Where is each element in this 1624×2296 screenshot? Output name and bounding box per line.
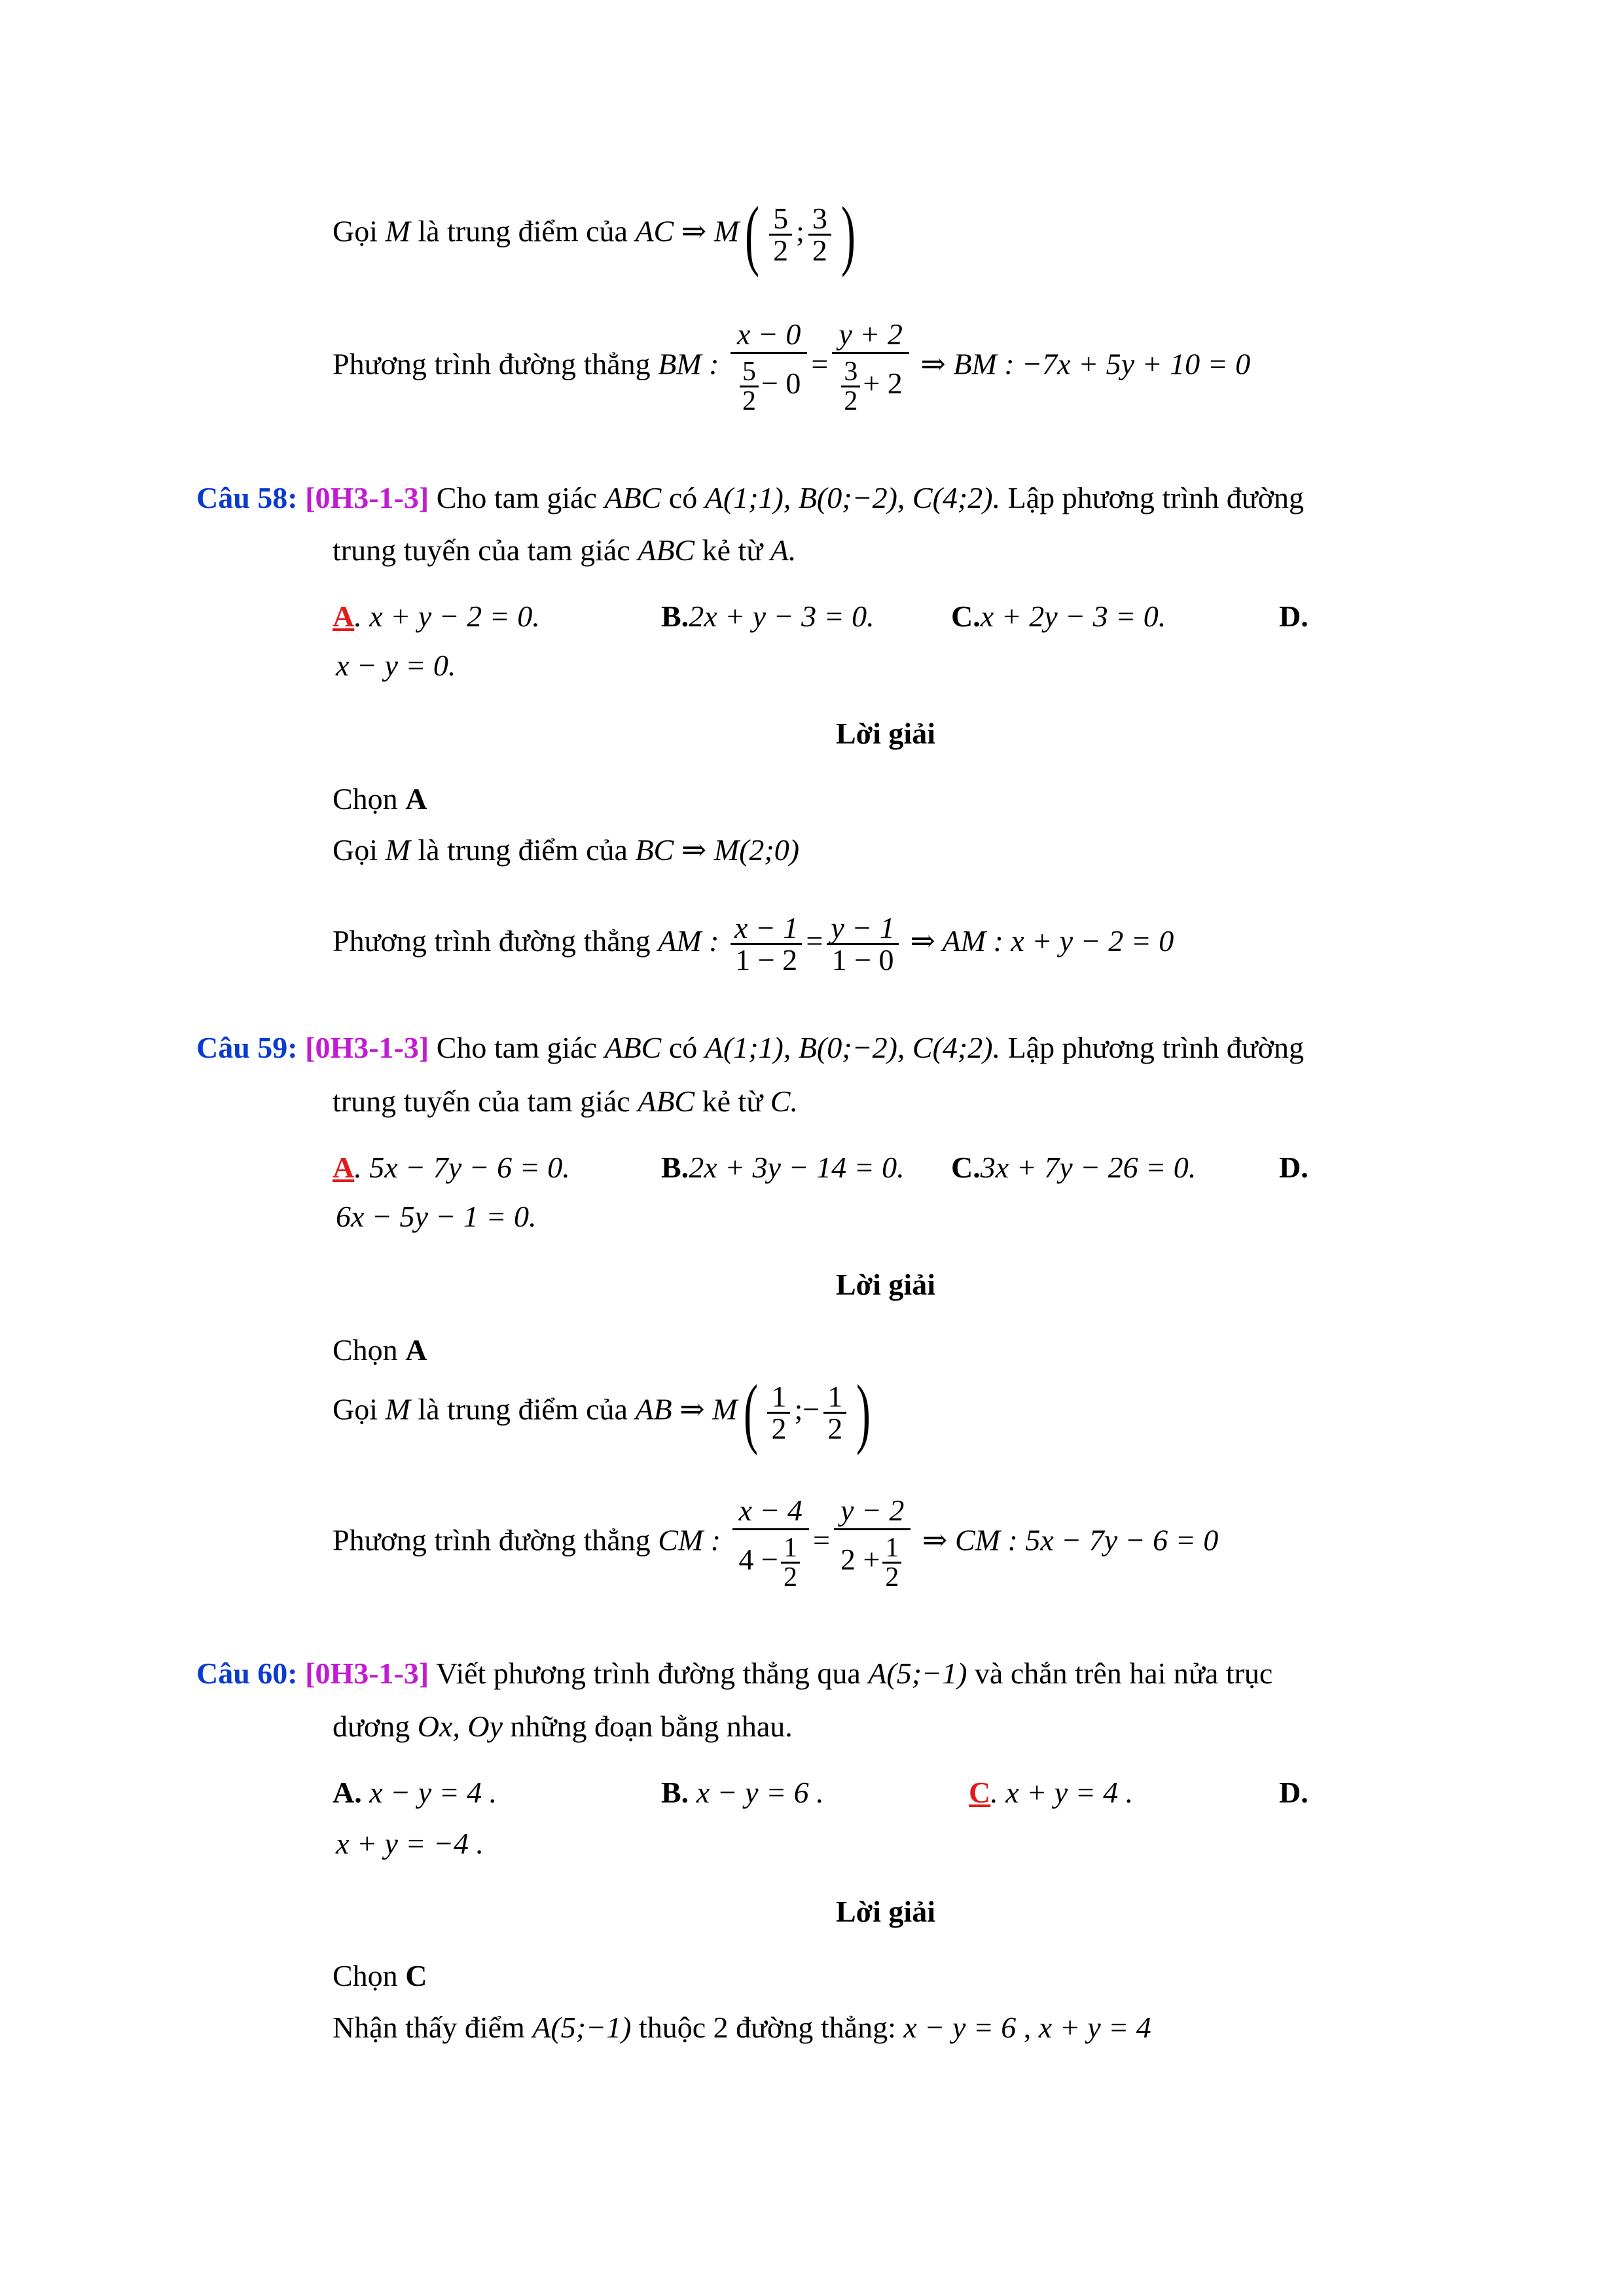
question-58-stem-line2: trung tuyến của tam giác ABC kẻ từ A. (333, 533, 797, 567)
q60-option-c[interactable]: C. x + y = 4 . (969, 1776, 1134, 1809)
q59-option-d-label[interactable]: D. (1279, 1151, 1308, 1184)
fraction: $\frac{x - 1}{1 - 2}$ (731, 913, 802, 975)
q60-option-b[interactable]: B. x − y = 6 . (661, 1776, 824, 1809)
q60-option-d-label[interactable]: D. (1279, 1776, 1308, 1809)
q58-option-b[interactable]: B.2x + y − 3 = 0. (661, 600, 875, 633)
fraction: y − 2 2 + $\frac{1}{2}$ (834, 1496, 911, 1591)
q59-option-a[interactable]: A. 5x − 7y − 6 = 0. (333, 1151, 570, 1184)
fraction: $\frac{1}{2}$ (823, 1382, 846, 1444)
q58-midpoint: Gọi M là trung điểm của BC ⇒ M(2;0) (333, 833, 800, 867)
q59-option-d[interactable]: 6x − 5y − 1 = 0. (336, 1200, 537, 1233)
intro-line-equation: Phương trình đường thẳng BM : x − 0 $\frac{5}{2}$ − 0 = y + 2 $\frac{3}{2}$ + 2 ⇒ BM : −7x + 5y + 10 = 0 (333, 317, 1251, 416)
q60-solution-heading: Lời giải (836, 1895, 935, 1928)
q58-choice: Chọn A (333, 782, 427, 816)
fraction: x − 4 4 − $\frac{1}{2}$ (732, 1496, 809, 1591)
question-59-stem-line2: trung tuyến của tam giác ABC kẻ từ C. (333, 1085, 798, 1118)
question-59-stem: Câu 59: [0H3-1-3] Cho tam giác ABC có A(1;1), B(0;−2), C(4;2). Lập phương trình đường (196, 1031, 1304, 1064)
fraction: x − 0 $\frac{5}{2}$ − 0 (731, 319, 807, 415)
question-58-stem: Câu 58: [0H3-1-3] Cho tam giác ABC có A(1;1), B(0;−2), C(4;2). Lập phương trình đường (196, 481, 1304, 514)
fraction: $\frac{5}{2}$ (769, 204, 792, 266)
question-60-stem: Câu 60: [0H3-1-3] Viết phương trình đường thẳng qua A(5;−1) và chắn trên hai nửa trục (196, 1657, 1273, 1690)
intro-midpoint-line: Gọi M là trung điểm của AC ⇒ M( $\frac{5}{2}$ ; $\frac{3}{2}$ ) (333, 190, 856, 278)
question-60-stem-line2: dương Ox, Oy những đoạn bằng nhau. (333, 1710, 793, 1743)
q59-solution-heading: Lời giải (836, 1268, 935, 1301)
q59-choice: Chọn A (333, 1333, 427, 1367)
q58-option-d-label[interactable]: D. (1279, 600, 1308, 633)
q59-midpoint: Gọi M là trung điểm của AB ⇒ M( $\frac{1}{2}$ ;− $\frac{1}{2}$ ) (333, 1369, 871, 1456)
q60-option-a[interactable]: A. x − y = 4 . (333, 1776, 497, 1809)
fraction: $\frac{1}{2}$ (767, 1382, 790, 1444)
q60-choice: Chọn C (333, 1959, 427, 1992)
q59-line-equation: Phương trình đường thẳng CM : x − 4 4 − $\frac{1}{2}$ = y − 2 2 + $\frac{1}{2}$ ⇒ CM : 5x − 7y − 6 = 0 (333, 1494, 1219, 1592)
q58-line-equation: Phương trình đường thẳng AM : $\frac{x - 1}{1 - 2}$ = $\frac{y - 1}{1 - 0}$ ⇒ AM : x + y − 2 = 0 (333, 911, 1174, 977)
q58-option-c[interactable]: C.x + 2y − 3 = 0. (951, 600, 1166, 633)
q60-option-d[interactable]: x + y = −4 . (336, 1827, 484, 1860)
q58-solution-heading: Lời giải (836, 717, 935, 750)
q58-option-a[interactable]: A. x + y − 2 = 0. (333, 600, 540, 633)
q60-observation: Nhận thấy điểm A(5;−1) thuộc 2 đường thẳng: x − y = 6 , x + y = 4 (333, 2011, 1151, 2044)
fraction: $\frac{3}{2}$ (808, 204, 831, 266)
fraction: y + 2 $\frac{3}{2}$ + 2 (832, 319, 909, 415)
q58-option-d[interactable]: x − y = 0. (336, 649, 456, 682)
fraction: $\frac{y - 1}{1 - 0}$ (827, 913, 898, 975)
q59-option-b[interactable]: B.2x + 3y − 14 = 0. (661, 1151, 905, 1184)
q59-option-c[interactable]: C.3x + 7y − 26 = 0. (951, 1151, 1197, 1184)
